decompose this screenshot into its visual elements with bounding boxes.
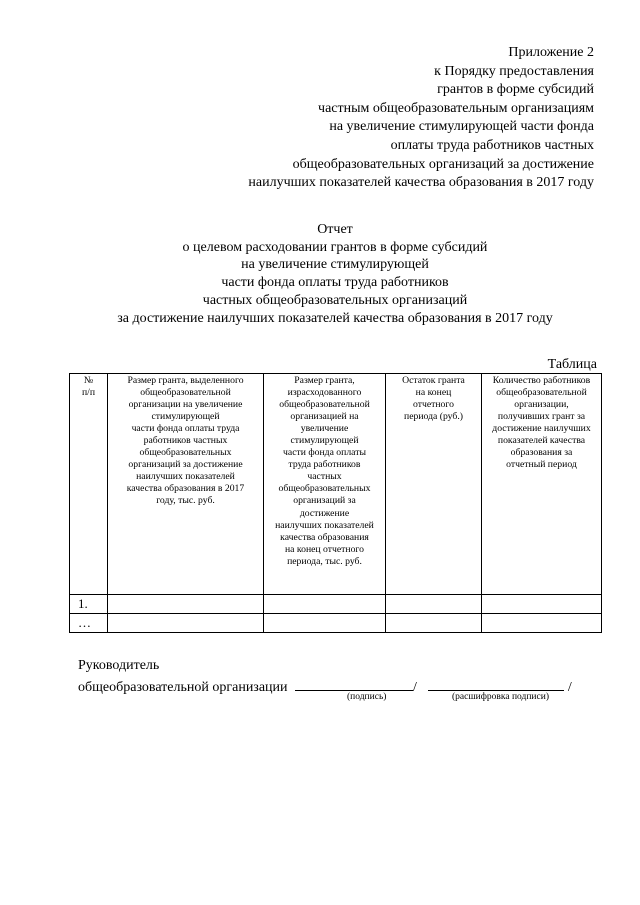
report-title: [40, 221, 630, 327]
appendix-line: Приложение 2: [508, 45, 594, 60]
appendix-block: [174, 44, 594, 193]
signature-separator: /: [413, 679, 417, 695]
signature-decode-line[interactable]: [428, 676, 564, 691]
signature-sign-line[interactable]: [295, 676, 413, 691]
signature-title: Руководитель: [78, 658, 160, 673]
table-row: [70, 614, 602, 633]
appendix-line: частным общеобразовательным организациям: [318, 100, 594, 116]
table-cell: [482, 614, 602, 633]
header-grant-allocated: Размер гранта, выделенного общеобразовательной организации на увеличение стимулирующей части фонда оплаты труда работников частных общеобразовательных организаций за достижение наилучших показателей качества образования в 2017 году, тыс. руб.: [108, 374, 264, 595]
table-cell: [108, 614, 264, 633]
table-header-row: [70, 374, 602, 595]
appendix-line: оплаты труда работников частных: [390, 137, 594, 153]
signature-sign-label: (подпись): [347, 692, 387, 702]
header-employee-count: Количество работников общеобразовательной организации, получивших грант за достижение наилучших показателей качества образования за отчетный период: [482, 374, 602, 595]
appendix-line: к Порядку предоставления: [434, 63, 594, 79]
signature-separator: /: [567, 679, 572, 695]
table-row: [70, 595, 602, 614]
signature-block: [78, 657, 572, 697]
table-cell: [264, 595, 386, 614]
appendix-line: на увеличение стимулирующей части фонда: [329, 119, 594, 135]
appendix-line: грантов в форме субсидий: [437, 82, 594, 98]
table-cell: [386, 614, 482, 633]
table-cell: [482, 595, 602, 614]
report-title-line: Отчет: [317, 222, 353, 237]
table-cell: [108, 595, 264, 614]
report-title-line: за достижение наилучших показателей качества образования в 2017 году: [117, 310, 553, 326]
table-cell: [386, 595, 482, 614]
table-cell: …: [70, 614, 108, 633]
appendix-line: наилучших показателей качества образования в 2017 году: [248, 175, 594, 191]
table-caption: Таблица: [547, 357, 597, 372]
header-number: № п/п: [70, 374, 108, 595]
report-title-line: частных общеобразовательных организаций: [202, 292, 468, 308]
appendix-line: общеобразовательных организаций за достижение: [292, 156, 594, 172]
header-grant-spent: Размер гранта, израсходованного общеобразовательной организацией на увеличение стимулирующей части фонда оплаты труда работников частных общеобразовательных организаций за достижение наилучших показателей качества образования на конец отчетного периода, тыс. руб.: [264, 374, 386, 595]
report-title-line: о целевом расходовании грантов в форме субсидий: [182, 239, 488, 255]
report-title-line: на увеличение стимулирующей: [241, 257, 429, 273]
header-grant-remainder: Остаток гранта на конец отчетного периода (руб.): [386, 374, 482, 595]
signature-decode-label: (расшифровка подписи): [452, 692, 549, 702]
table-cell: 1.: [70, 595, 108, 614]
signature-org-label: общеобразовательной организации: [78, 679, 288, 695]
report-table: [69, 373, 602, 633]
table-cell: [264, 614, 386, 633]
report-title-line: части фонда оплаты труда работников: [221, 275, 449, 291]
